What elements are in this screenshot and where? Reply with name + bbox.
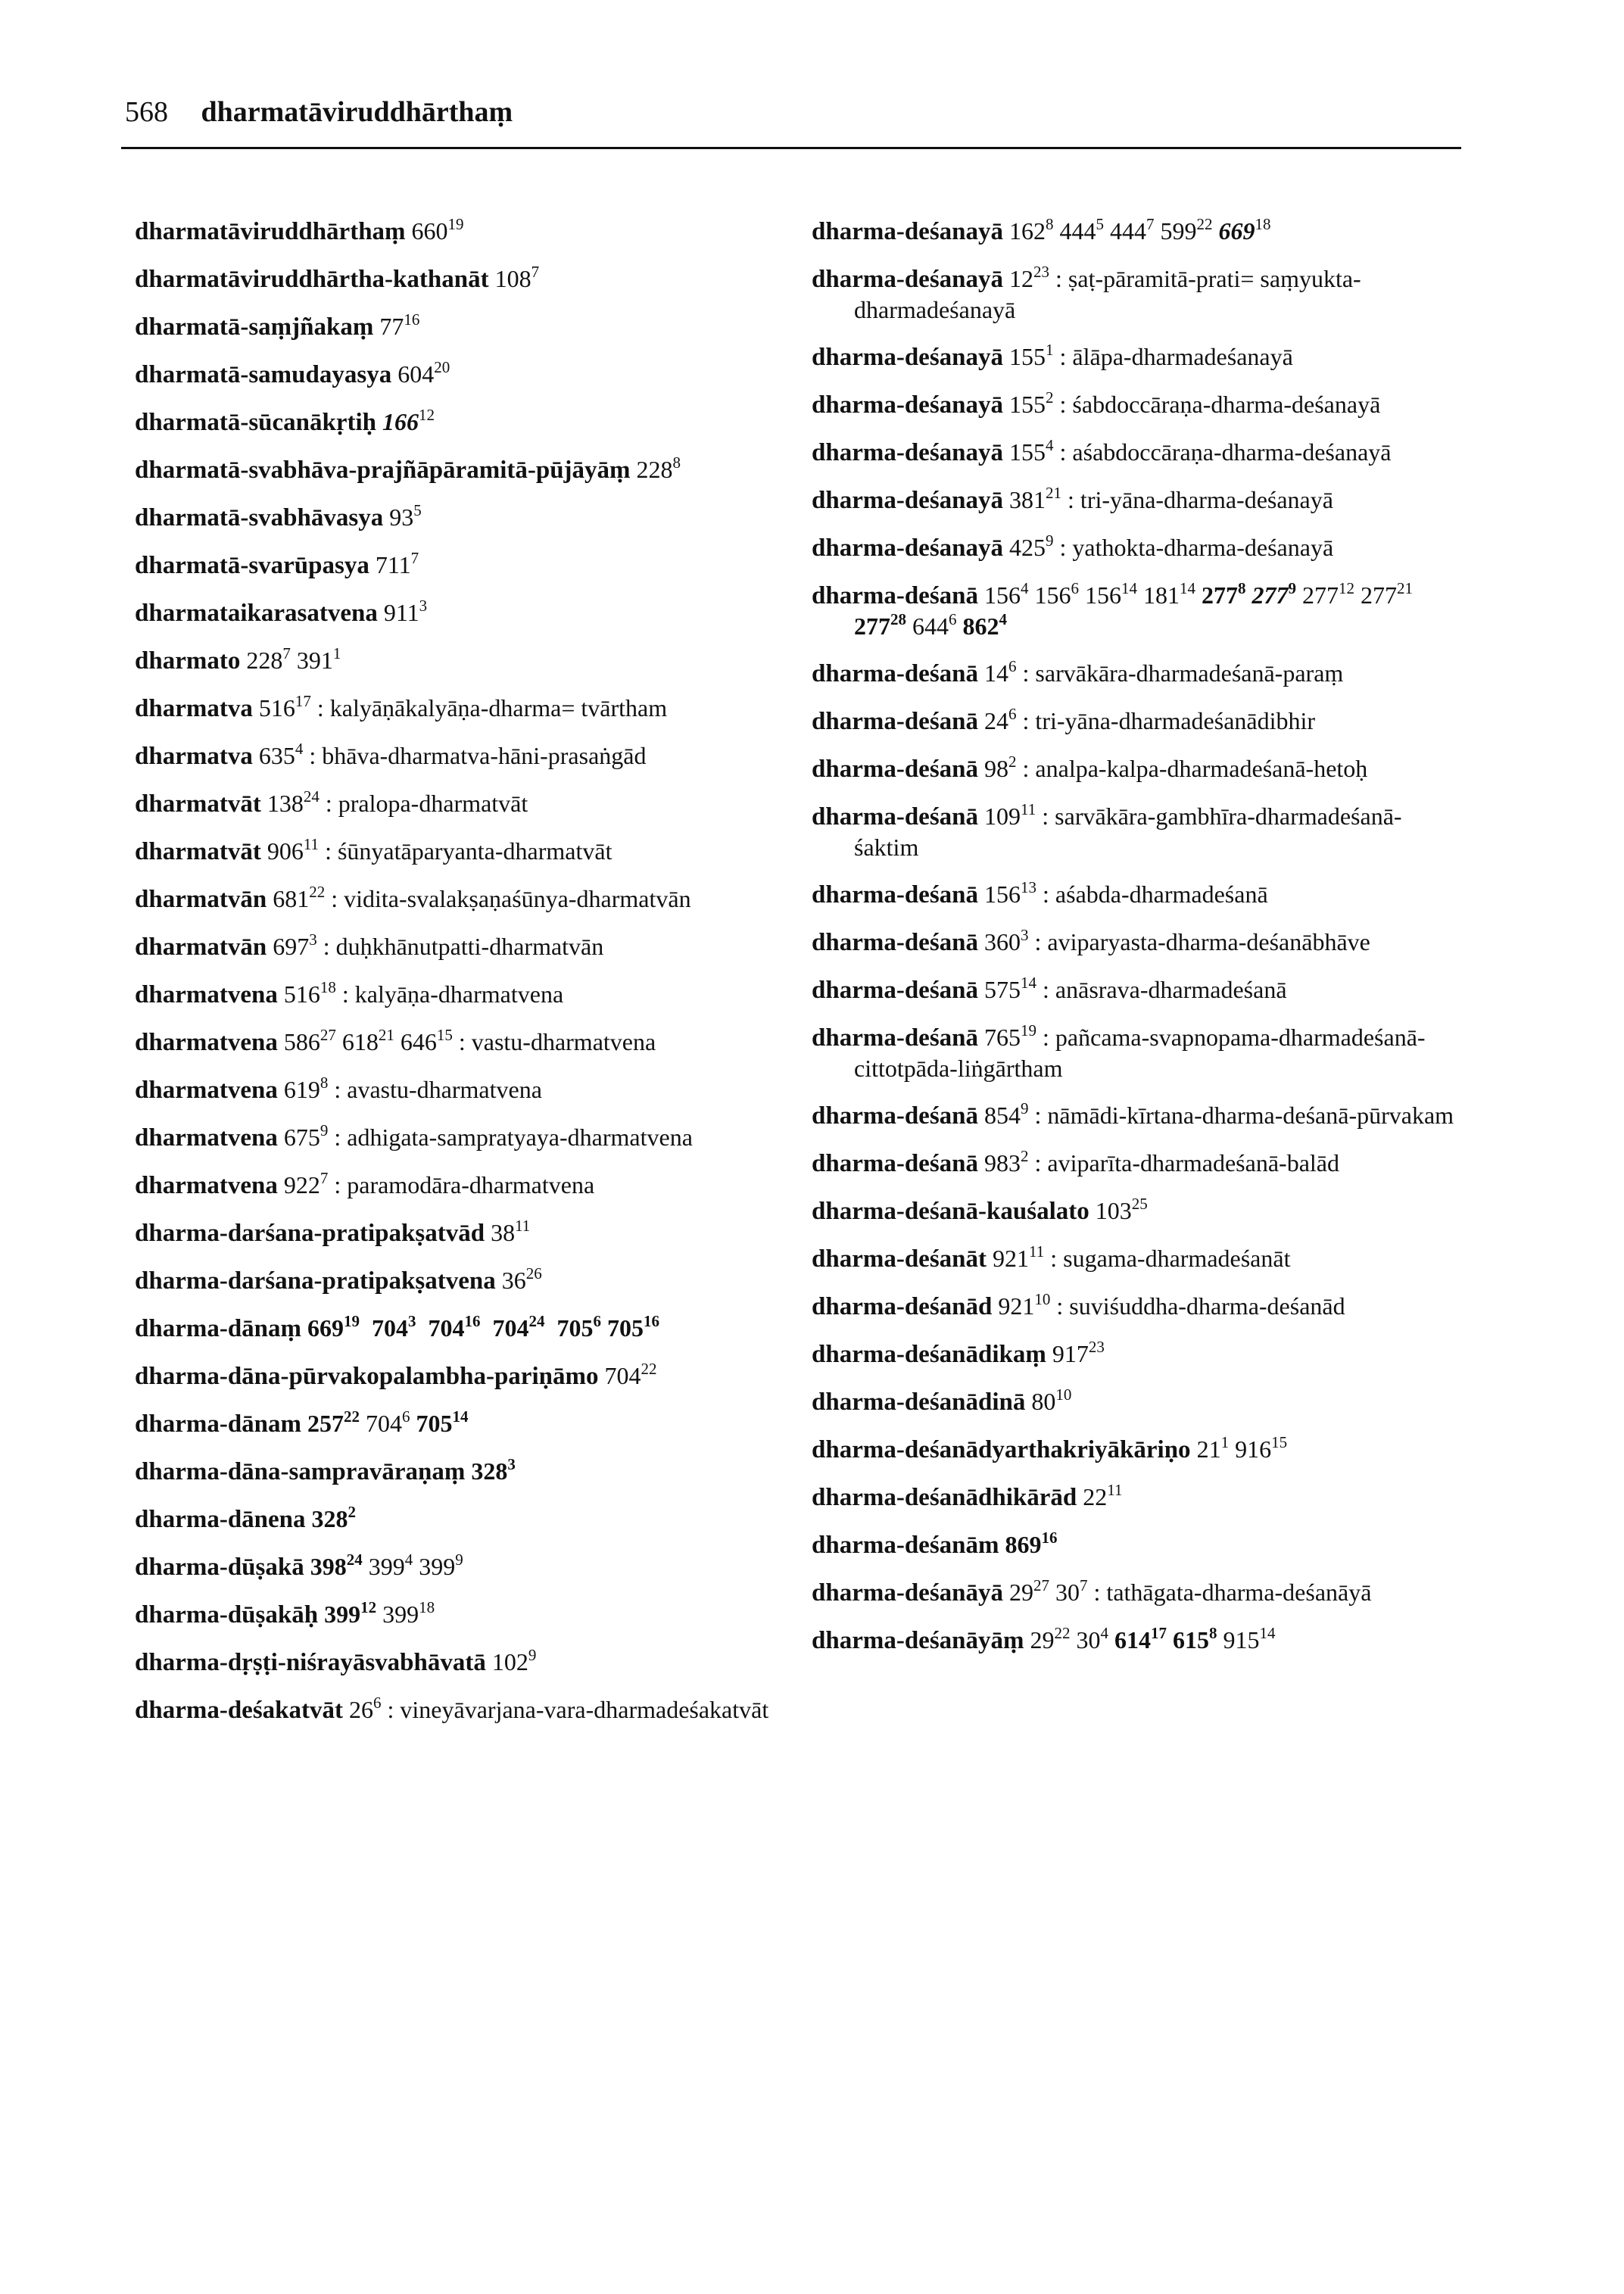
entry-headword: dharmatva [135, 695, 253, 722]
entry-headword: dharma-dāna-pūrvakopalambha-pariṇāmo [135, 1363, 599, 1390]
entry-headword: dharmatā-sūcanākṛtiḥ [135, 409, 377, 436]
index-entry [812, 879, 1463, 910]
index-entry [135, 311, 816, 342]
entry-references: $425^9$ : yathokta-dharma-deśanayā [1003, 531, 1334, 561]
index-entry [135, 1647, 816, 1678]
entry-references: $14^6$ : sarvākāra-dharmadeśanā-paraṃ [978, 657, 1344, 687]
entry-headword: dharmatvān [135, 886, 267, 913]
index-entry [135, 1074, 816, 1105]
entry-headword: dharmatvena [135, 981, 278, 1008]
entry-headword: dharma-dāna-sampravāraṇaṃ [135, 1458, 466, 1485]
entry-headword: dharma-deśanayā [812, 344, 1004, 371]
entry-references: $604^{20}$ [391, 358, 450, 388]
entry-references: $854^9$ : nāmādi-kīrtana-dharma-deśanā-pūrvakam [978, 1099, 1454, 1129]
index-entry [135, 931, 816, 962]
entry-headword: dharma-deśanā [812, 582, 979, 609]
index-entry [135, 550, 816, 581]
index-entry [135, 1599, 816, 1630]
entry-references: $228^7$ $391^1$ [240, 644, 341, 674]
index-entry [135, 597, 816, 628]
entry-references: $36^{26}$ [495, 1264, 542, 1294]
index-entry [812, 485, 1463, 516]
entry-references: $360^3$ : aviparyasta-dharma-deśanābhāve [978, 926, 1370, 955]
entry-references: $38^{11}$ [485, 1217, 531, 1246]
entry-headword: dharmatvāt [135, 790, 261, 818]
entry-references: $103^{25}$ [1089, 1195, 1148, 1224]
entry-headword: dharma-deśanā [812, 756, 979, 783]
index-entry [135, 1313, 816, 1344]
index-entry [812, 1100, 1463, 1131]
index-entry [812, 341, 1463, 372]
index-entry [812, 1577, 1463, 1608]
entry-references: $921^{10}$ : suviśuddha-dharma-deśanād [992, 1290, 1345, 1320]
left-column [135, 216, 816, 1742]
entry-references: $77^{16}$ [373, 310, 420, 340]
index-entry [812, 927, 1463, 958]
entry-references: $586^{27}$ $618^{21}$ $646^{15}$ : vastu-dharmatvena [277, 1026, 656, 1055]
entry-headword: dharmatvān [135, 933, 267, 961]
entry-references: $381^{21}$ : tri-yāna-dharma-deśanayā [1003, 484, 1333, 513]
entry-references: $93^5$ [383, 501, 422, 531]
index-entry [812, 974, 1463, 1005]
entry-headword: dharma-dūṣakā [135, 1554, 304, 1581]
index-entry [812, 263, 1463, 325]
entry-headword: dharmatā-samudayasya [135, 361, 392, 388]
index-entry [135, 788, 816, 819]
entry-headword: dharma-deśanādyarthakriyākāriṇo [812, 1436, 1191, 1463]
index-entry [812, 1529, 1463, 1560]
index-entry [812, 801, 1463, 862]
entry-headword: dharma-deśanā [812, 660, 979, 687]
entry-headword: dharma-deśanayā [812, 487, 1004, 514]
index-entry [812, 389, 1463, 420]
entry-references: $711^7$ [369, 549, 419, 578]
index-entry [135, 693, 816, 724]
entry-references: $102^9$ [485, 1646, 537, 1675]
entry-references: $869^{16}$ [1005, 1529, 1058, 1558]
entry-headword: dharmatāviruddhārthaṃ [135, 218, 406, 245]
entry-references: $24^6$ : tri-yāna-dharmadeśanādibhir [978, 705, 1316, 734]
entry-references: $80^{10}$ [1025, 1385, 1072, 1415]
entry-references: $917^{23}$ [1046, 1338, 1105, 1367]
entry-references: $697^3$ : duḥkhānutpatti-dharmatvān [267, 930, 604, 960]
entry-references: $166^{12}$ [382, 406, 435, 435]
index-entry [135, 454, 816, 485]
index-entry [812, 580, 1463, 641]
index-entry [135, 1027, 816, 1058]
entry-headword: dharma-deśanā [812, 977, 979, 1004]
index-entry [812, 1022, 1463, 1083]
page-number: 568 [125, 96, 168, 128]
entry-headword: dharmatā-saṃjñakaṃ [135, 313, 374, 341]
entry-headword: dharmataikarasatvena [135, 600, 378, 627]
entry-references: $162^8$ $444^5$ $444^7$ $599^{22}$ $669^{18}$ [1003, 215, 1271, 245]
entry-references: $29^{22}$ $30^4$ $614^{17}$ $615^8$ $915^{14}$ [1024, 1624, 1276, 1653]
entry-headword: dharmatva [135, 743, 253, 770]
index-entry [812, 216, 1463, 247]
entry-headword: dharma-deśanādinā [812, 1389, 1026, 1416]
entry-references: $704^{22}$ [598, 1360, 657, 1389]
index-entry [812, 1243, 1463, 1274]
entry-references: $681^{22}$ : vidita-svalakṣaṇaśūnya-dharmatvān [267, 883, 691, 912]
entry-references: $328^3$ [471, 1455, 516, 1485]
index-entry [812, 1339, 1463, 1370]
entry-headword: dharmatā-svabhāvasya [135, 504, 384, 531]
entry-headword: dharma-deśanā [812, 803, 979, 831]
entry-headword: dharma-deśanāyā [812, 1579, 1004, 1607]
index-entry [812, 532, 1463, 563]
index-entry [812, 1291, 1463, 1322]
entry-headword: dharma-darśana-pratipakṣatvena [135, 1267, 496, 1295]
entry-headword: dharma-dānena [135, 1506, 306, 1533]
entry-headword: dharmatvena [135, 1029, 278, 1056]
index-entry [812, 437, 1463, 468]
entry-headword: dharma-deśanayā [812, 266, 1004, 293]
index-entry [135, 1265, 816, 1296]
entry-headword: dharma-deśanayā [812, 439, 1004, 466]
entry-headword: dharma-deśanā-kauśalato [812, 1198, 1089, 1225]
index-entry [812, 1625, 1463, 1656]
entry-headword: dharmatā-svarūpasya [135, 552, 369, 579]
entry-headword: dharma-deśanayā [812, 391, 1004, 419]
index-entry [135, 1551, 816, 1582]
entry-headword: dharma-dānaṃ [135, 1315, 302, 1342]
entry-headword: dharma-dūṣakāḥ [135, 1601, 319, 1629]
index-entry [812, 1434, 1463, 1465]
entry-references: $228^8$ [630, 454, 681, 483]
entry-headword: dharmatvāt [135, 838, 261, 865]
index-entry [135, 884, 816, 915]
entry-headword: dharmatvena [135, 1172, 278, 1199]
index-entry [135, 740, 816, 771]
entry-headword: dharma-deśanāt [812, 1245, 987, 1273]
entry-headword: dharmato [135, 647, 241, 675]
index-entry [135, 1122, 816, 1153]
index-entry [135, 1361, 816, 1392]
entry-references: $328^2$ [311, 1503, 357, 1532]
index-entry [135, 407, 816, 438]
entry-references: $921^{11}$ : sugama-dharmadeśanāt [987, 1242, 1291, 1272]
entry-headword: dharma-deśakatvāt [135, 1697, 344, 1724]
index-entry [135, 1694, 816, 1725]
entry-headword: dharma-deśanādikaṃ [812, 1341, 1046, 1368]
right-column [812, 216, 1463, 1672]
entry-references: $257^{22}$ $704^6$ $705^{14}$ [307, 1407, 469, 1437]
entry-headword: dharma-deśanāyāṃ [812, 1627, 1024, 1654]
page-header [125, 95, 513, 129]
index-entry [135, 263, 816, 295]
index-entry [135, 836, 816, 867]
entry-headword: dharma-darśana-pratipakṣatvād [135, 1220, 485, 1247]
entry-references: $399^{12}$ $399^{18}$ [324, 1598, 435, 1628]
index-entry [135, 1408, 816, 1439]
entry-references: $156^4$ $156^6$ $156^{14}$ $181^{14}$ $277^8$ $277^9$ $277^{12}$ $277^{21}$ $277^{28}$ $644^6$ $862^4$ [854, 579, 1414, 640]
index-entry [812, 753, 1463, 784]
entry-references: $635^4$ : bhāva-dharmatva-hāni-prasaṅgād [252, 740, 647, 769]
entry-references: $516^{17}$ : kalyāṇākalyāṇa-dharma= tvārtham [252, 692, 668, 722]
entry-references: $516^{18}$ : kalyāṇa-dharmatvena [277, 978, 564, 1008]
index-entry [812, 706, 1463, 737]
index-entry [135, 1217, 816, 1248]
entry-references: $155^4$ : aśabdoccāraṇa-dharma-deśanayā [1003, 436, 1392, 466]
entry-headword: dharma-dṛṣṭi-niśrayāsvabhāvatā [135, 1649, 486, 1676]
entry-references: $12^{23}$ : ṣaṭ-pāramitā-prati= saṃyukta-dharmadeśanayā [854, 263, 1361, 323]
index-entry [812, 1148, 1463, 1179]
entry-headword: dharma-deśanā [812, 1150, 979, 1177]
index-entry [135, 1504, 816, 1535]
entry-references: $922^7$ : paramodāra-dharmatvena [277, 1169, 595, 1198]
entry-references: $156^{13}$ : aśabda-dharmadeśanā [978, 878, 1268, 908]
index-entry [135, 979, 816, 1010]
entry-references: $109^{11}$ : sarvākāra-gambhīra-dharmadeśanā-śaktim [854, 800, 1402, 861]
index-entry [135, 1170, 816, 1201]
index-entry [812, 1195, 1463, 1226]
entry-references: $669^{19}$ $704^3$ $704^{16}$ $704^{24}$ $705^6$ $705^{16}$ [307, 1312, 660, 1342]
entry-headword: dharma-deśanām [812, 1532, 999, 1559]
entry-headword: dharma-deśanā [812, 1102, 979, 1130]
entry-headword: dharmatvena [135, 1077, 278, 1104]
entry-references: $983^2$ : aviparīta-dharmadeśanā-balād [978, 1147, 1339, 1177]
entry-references: $108^7$ [488, 263, 540, 292]
index-entry [135, 216, 816, 247]
entry-headword: dharma-deśanayā [812, 535, 1004, 562]
entry-references: $906^{11}$ : śūnyatāparyanta-dharmatvāt [260, 835, 613, 865]
entry-references: $26^6$ : vineyāvarjana-vara-dharmadeśakatvāt [343, 1694, 769, 1723]
entry-references: $21^1$ $916^{15}$ [1190, 1433, 1288, 1463]
entry-headword: dharmatāviruddhārtha-kathanāt [135, 266, 489, 293]
entry-headword: dharmatā-svabhāva-prajñāpāramitā-pūjāyāṃ [135, 457, 631, 484]
entry-references: $155^2$ : śabdoccāraṇa-dharma-deśanayā [1003, 388, 1381, 418]
index-entry [135, 1456, 816, 1487]
index-entry [135, 645, 816, 676]
entry-headword: dharma-deśanayā [812, 218, 1004, 245]
entry-references: $398^{24}$ $399^4$ $399^9$ [310, 1551, 463, 1580]
entry-references: $29^{27}$ $30^7$ : tathāgata-dharma-deśanāyā [1003, 1576, 1372, 1606]
entry-headword: dharma-dānam [135, 1410, 302, 1438]
entry-headword: dharma-deśanā [812, 929, 979, 956]
entry-headword: dharma-deśanā [812, 708, 979, 735]
entry-references: $765^{19}$ : pañcama-svapnopama-dharmadeśanā-cittotpāda-liṅgārtham [854, 1021, 1426, 1082]
entry-headword: dharma-deśanād [812, 1293, 993, 1320]
entry-headword: dharma-deśanādhikārād [812, 1484, 1077, 1511]
entry-references: $675^9$ : adhigata-sampratyaya-dharmatvena [277, 1121, 693, 1151]
entry-references: $575^{14}$ : anāsrava-dharmadeśanā [978, 974, 1287, 1003]
entry-headword: dharmatvena [135, 1124, 278, 1152]
entry-references: $619^8$ : avastu-dharmatvena [277, 1074, 542, 1103]
entry-references: $155^1$ : ālāpa-dharmadeśanayā [1003, 341, 1293, 370]
index-entry [812, 1386, 1463, 1417]
entry-references: $98^2$ : analpa-kalpa-dharmadeśanā-hetoḥ [978, 753, 1368, 782]
entry-references: $138^{24}$ : pralopa-dharmatvāt [260, 787, 528, 817]
header-rule [121, 147, 1461, 149]
entry-headword: dharma-deśanā [812, 881, 979, 909]
entry-references: $660^{19}$ [405, 215, 464, 245]
entry-references: $22^{11}$ [1077, 1481, 1123, 1510]
entry-references: $911^3$ [377, 597, 428, 626]
running-title: dharmatāviruddhārthaṃ [201, 96, 513, 128]
index-entry [135, 502, 816, 533]
index-entry [812, 658, 1463, 689]
entry-headword: dharma-deśanā [812, 1024, 979, 1052]
index-entry [812, 1482, 1463, 1513]
index-entry [135, 359, 816, 390]
